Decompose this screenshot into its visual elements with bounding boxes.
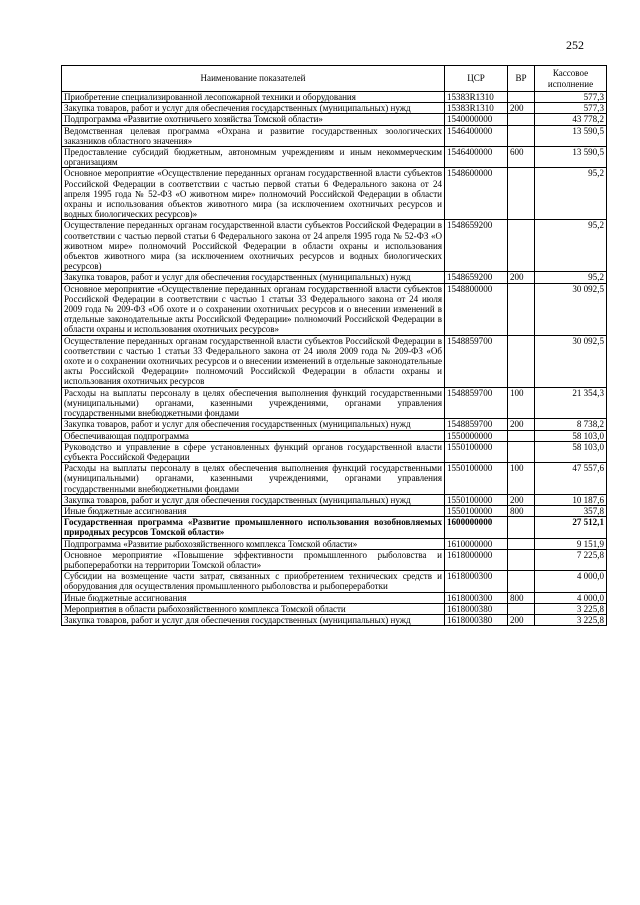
- row-csr-cell: 1618000000: [445, 549, 508, 570]
- row-name-cell: Ведомственная целевая программа «Охрана и развитие государственных зоологических заказников областного значения»: [62, 125, 445, 146]
- row-name-cell: Предоставление субсидий бюджетным, автономным учреждениям и иным некоммерческим организациям: [62, 147, 445, 168]
- row-name-cell: Основное мероприятие «Осуществление переданных органам государственной власти субъектов Российской Федерации в соответствии с частью 1 статьи 33 Федерального закона от 24 июля 2009 года № 209-ФЗ «Об охоте и о сохранении охотничьих ресурсов и о внесении изменений в отдельные законодательные акты Российской Федерации» полномочий Российской Федерации в области охраны и использования охотничьих ресурсов»: [62, 283, 445, 335]
- row-name-cell: Руководство и управление в сфере установленных функций органов государственной власти субъекта Российской Федерации: [62, 441, 445, 462]
- row-csr-cell: 1618000380: [445, 603, 508, 614]
- row-csr-cell: 15383R1310: [445, 103, 508, 114]
- row-csr-cell: 1546400000: [445, 147, 508, 168]
- table-row: [62, 335, 607, 387]
- row-sum-cell: 4 000,0: [535, 592, 607, 603]
- row-csr-cell: 1548859700: [445, 387, 508, 419]
- row-name-cell: Мероприятия в области рыбохозяйственного комплекса Томской области: [62, 603, 445, 614]
- row-sum-cell: 27 512,1: [535, 517, 607, 538]
- row-csr-cell: 1550100000: [445, 441, 508, 462]
- row-vr-cell: 100: [508, 387, 535, 419]
- row-csr-cell: 1610000000: [445, 538, 508, 549]
- table-row: [62, 147, 607, 168]
- row-csr-cell: 1550000000: [445, 430, 508, 441]
- row-sum-cell: 43 778,2: [535, 114, 607, 125]
- row-name-cell: Расходы на выплаты персоналу в целях обеспечения выполнения функций государственными (муниципальными) органами, казенными учреждениями, органами управления государственными внебюджетными фондами: [62, 387, 445, 419]
- row-name-cell: Закупка товаров, работ и услуг для обеспечения государственных (муниципальных) нужд: [62, 103, 445, 114]
- row-name-cell: Субсидии на возмещение части затрат, связанных с приобретением технических средств и оборудования для осуществления промышленного рыболовства и рыбопереработки: [62, 571, 445, 592]
- row-vr-cell: [508, 168, 535, 220]
- row-name-cell: Закупка товаров, работ и услуг для обеспечения государственных (муниципальных) нужд: [62, 614, 445, 625]
- row-csr-cell: 1548800000: [445, 283, 508, 335]
- table-header-row: [62, 66, 607, 92]
- budget-table: [61, 65, 607, 626]
- row-name-cell: Основное мероприятие «Осуществление переданных органам государственной власти субъектов Российской Федерации в соответствии с частью первой статьи 6 Федерального закона от 24 апреля 1995 года № 52-ФЗ «О животном мире» полномочий Российской Федерации в области охраны и использования объектов животного мира (за исключением охотничьих ресурсов и водных биологических ресурсов)»: [62, 168, 445, 220]
- row-name-cell: Иные бюджетные ассигнования: [62, 592, 445, 603]
- row-sum-cell: 95,2: [535, 220, 607, 272]
- row-csr-cell: 1600000000: [445, 517, 508, 538]
- row-vr-cell: [508, 125, 535, 146]
- row-csr-cell: 15383R1310: [445, 92, 508, 103]
- table-row: [62, 114, 607, 125]
- header-csr: ЦСР: [445, 66, 508, 92]
- header-sum: Кассовое исполнение: [535, 66, 607, 92]
- table-row: [62, 283, 607, 335]
- row-vr-cell: [508, 430, 535, 441]
- row-name-cell: Закупка товаров, работ и услуг для обеспечения государственных (муниципальных) нужд: [62, 419, 445, 430]
- row-name-cell: Подпрограмма «Развитие рыбохозяйственного комплекса Томской области»: [62, 538, 445, 549]
- row-vr-cell: 600: [508, 147, 535, 168]
- row-sum-cell: 9 151,9: [535, 538, 607, 549]
- row-csr-cell: 1540000000: [445, 114, 508, 125]
- table-row: [62, 592, 607, 603]
- row-name-cell: Осуществление переданных органам государственной власти субъектов Российской Федерации в соответствии с частью 1 статьи 33 Федерального закона от 24 июля 2009 года № 209-ФЗ «Об охоте и о сохранении охотничьих ресурсов и о внесении изменений в отдельные законодательные акты Российской Федерации» полномочий Российской Федерации в области охраны и использования охотничьих ресурсов: [62, 335, 445, 387]
- table-row: [62, 549, 607, 570]
- table-row: [62, 441, 607, 462]
- row-sum-cell: 577,3: [535, 92, 607, 103]
- row-sum-cell: 8 738,2: [535, 419, 607, 430]
- table-row: [62, 92, 607, 103]
- table-row: [62, 494, 607, 505]
- row-sum-cell: 13 590,5: [535, 147, 607, 168]
- table-row: [62, 387, 607, 419]
- row-sum-cell: 58 103,0: [535, 441, 607, 462]
- row-vr-cell: 100: [508, 463, 535, 495]
- row-csr-cell: 1618000300: [445, 571, 508, 592]
- row-csr-cell: 1548859700: [445, 335, 508, 387]
- row-csr-cell: 1550100000: [445, 463, 508, 495]
- row-sum-cell: 95,2: [535, 272, 607, 283]
- table-row: [62, 538, 607, 549]
- row-sum-cell: 30 092,5: [535, 283, 607, 335]
- row-sum-cell: 7 225,8: [535, 549, 607, 570]
- table-row: [62, 419, 607, 430]
- row-csr-cell: 1548600000: [445, 168, 508, 220]
- header-vr: ВР: [508, 66, 535, 92]
- row-name-cell: Государственная программа «Развитие промышленного использования возобновляемых природных ресурсов Томской области»: [62, 517, 445, 538]
- table-row: [62, 505, 607, 516]
- row-name-cell: Закупка товаров, работ и услуг для обеспечения государственных (муниципальных) нужд: [62, 494, 445, 505]
- table-row: [62, 103, 607, 114]
- row-sum-cell: 21 354,3: [535, 387, 607, 419]
- row-name-cell: Подпрограмма «Развитие охотничьего хозяйства Томской области»: [62, 114, 445, 125]
- row-csr-cell: 1546400000: [445, 125, 508, 146]
- row-vr-cell: 200: [508, 494, 535, 505]
- row-sum-cell: 47 557,6: [535, 463, 607, 495]
- row-name-cell: Приобретение специализированной лесопожарной техники и оборудования: [62, 92, 445, 103]
- row-vr-cell: 200: [508, 103, 535, 114]
- row-csr-cell: 1618000380: [445, 614, 508, 625]
- table-row: [62, 168, 607, 220]
- row-csr-cell: 1618000300: [445, 592, 508, 603]
- row-vr-cell: [508, 538, 535, 549]
- row-vr-cell: [508, 220, 535, 272]
- row-sum-cell: 577,3: [535, 103, 607, 114]
- page-number: 252: [566, 38, 584, 52]
- row-sum-cell: 357,8: [535, 505, 607, 516]
- row-vr-cell: 800: [508, 592, 535, 603]
- row-csr-cell: 1548859700: [445, 419, 508, 430]
- row-name-cell: Закупка товаров, работ и услуг для обеспечения государственных (муниципальных) нужд: [62, 272, 445, 283]
- row-vr-cell: 800: [508, 505, 535, 516]
- row-vr-cell: [508, 603, 535, 614]
- row-vr-cell: 200: [508, 419, 535, 430]
- row-csr-cell: 1548659200: [445, 220, 508, 272]
- header-name: Наименование показателей: [62, 66, 445, 92]
- table-row: [62, 603, 607, 614]
- row-sum-cell: 4 000,0: [535, 571, 607, 592]
- row-csr-cell: 1550100000: [445, 505, 508, 516]
- table-row: [62, 430, 607, 441]
- row-sum-cell: 3 225,8: [535, 603, 607, 614]
- row-vr-cell: [508, 335, 535, 387]
- row-vr-cell: [508, 441, 535, 462]
- row-name-cell: Расходы на выплаты персоналу в целях обеспечения выполнения функций государственными (муниципальными) органами, казенными учреждениями, органами управления государственными внебюджетными фондами: [62, 463, 445, 495]
- row-vr-cell: [508, 114, 535, 125]
- row-csr-cell: 1548659200: [445, 272, 508, 283]
- row-vr-cell: [508, 92, 535, 103]
- table-row: [62, 571, 607, 592]
- table-row: [62, 517, 607, 538]
- table-row: [62, 272, 607, 283]
- table-row: [62, 220, 607, 272]
- row-vr-cell: 200: [508, 272, 535, 283]
- row-sum-cell: 58 103,0: [535, 430, 607, 441]
- table-row: [62, 125, 607, 146]
- row-vr-cell: [508, 517, 535, 538]
- row-name-cell: Осуществление переданных органам государственной власти субъектов Российской Федерации в соответствии с частью первой статьи 6 Федерального закона от 24 апреля 1995 года № 52-ФЗ «О животном мире» полномочий Российской Федерации в области охраны и использования объектов животного мира (за исключением охотничьих ресурсов и водных биологических ресурсов): [62, 220, 445, 272]
- row-sum-cell: 13 590,5: [535, 125, 607, 146]
- row-name-cell: Основное мероприятие «Повышение эффективности промышленного рыболовства и рыбопереработки на территории Томской области»: [62, 549, 445, 570]
- row-vr-cell: [508, 571, 535, 592]
- row-sum-cell: 95,2: [535, 168, 607, 220]
- row-vr-cell: [508, 549, 535, 570]
- row-vr-cell: [508, 283, 535, 335]
- row-sum-cell: 10 187,6: [535, 494, 607, 505]
- table-body: [62, 92, 607, 626]
- row-csr-cell: 1550100000: [445, 494, 508, 505]
- row-vr-cell: 200: [508, 614, 535, 625]
- row-name-cell: Иные бюджетные ассигнования: [62, 505, 445, 516]
- table-row: [62, 463, 607, 495]
- row-sum-cell: 30 092,5: [535, 335, 607, 387]
- row-sum-cell: 3 225,8: [535, 614, 607, 625]
- table-row: [62, 614, 607, 625]
- row-name-cell: Обеспечивающая подпрограмма: [62, 430, 445, 441]
